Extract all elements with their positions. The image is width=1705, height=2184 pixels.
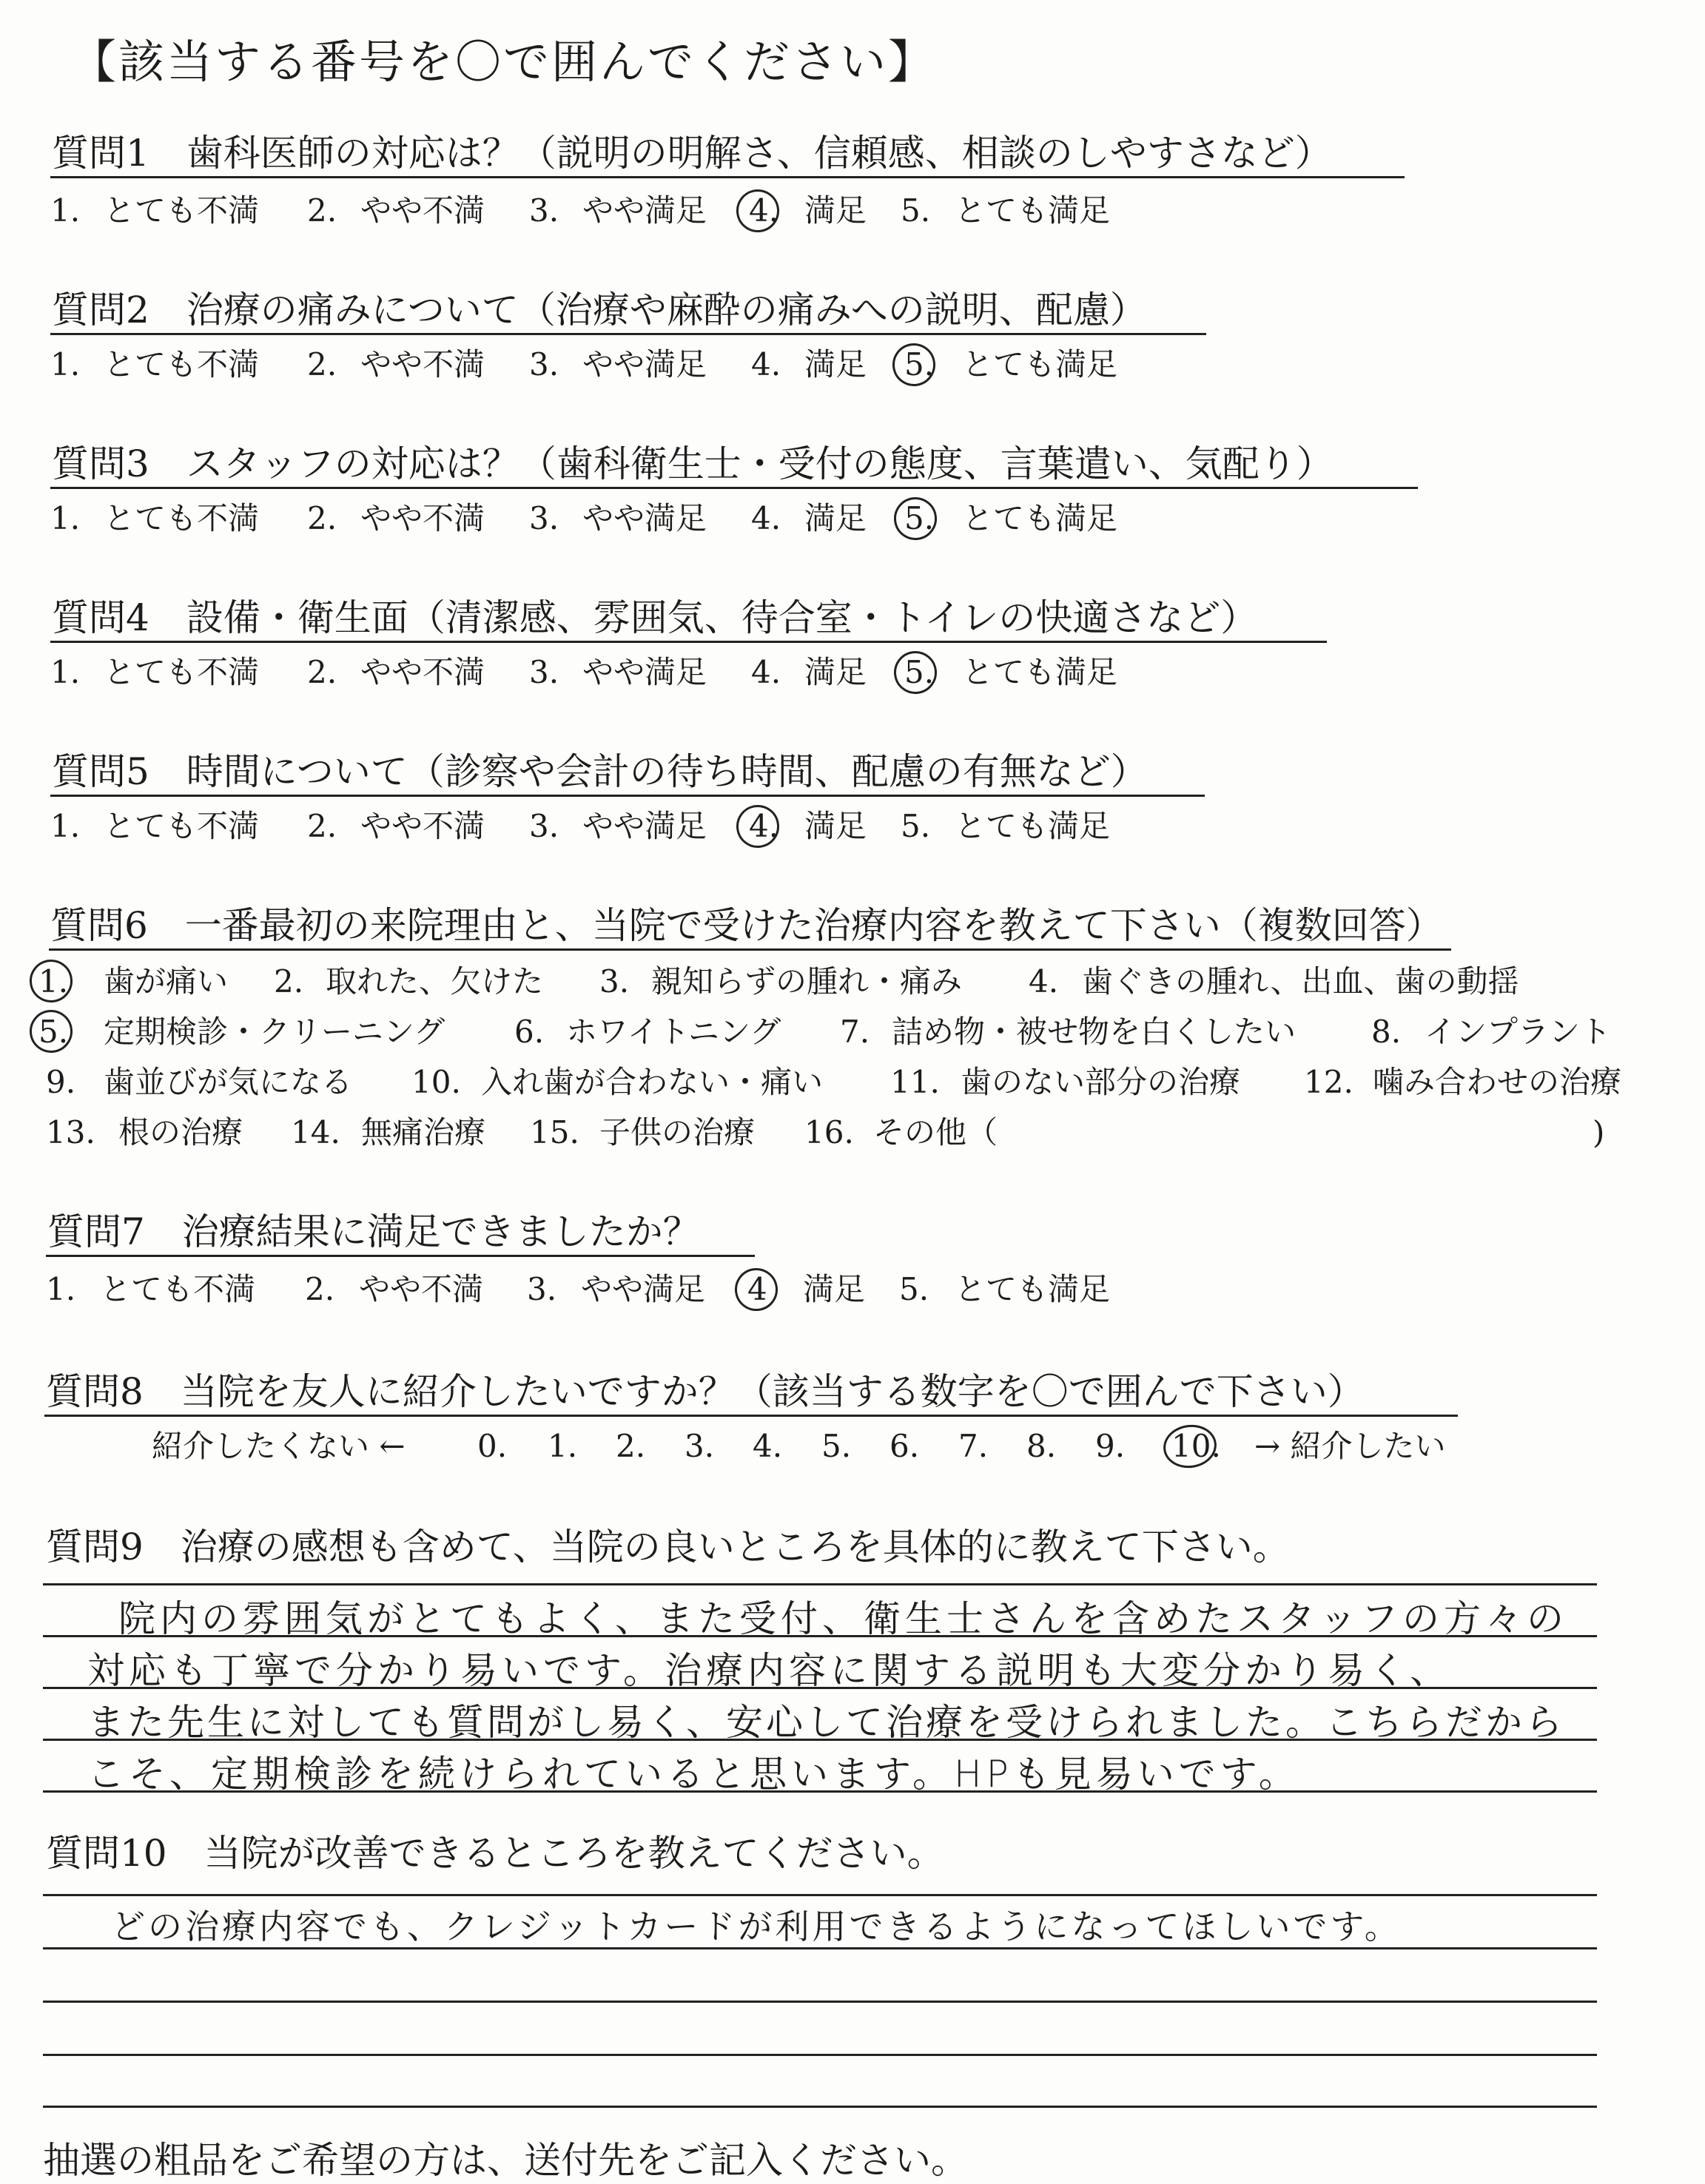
q5-option-5-number[interactable]: 5. <box>901 808 931 844</box>
q3-option-4-number[interactable]: 4. <box>751 500 781 536</box>
q5-title: 質問5 時間について（診察や会計の待ち時間、配慮の有無など） <box>52 750 1148 793</box>
q1-option-1-number[interactable]: 1. <box>50 192 81 229</box>
q7-option-2-number[interactable]: 2. <box>305 1271 335 1307</box>
q3-option-4-label[interactable]: 満足 <box>804 500 867 536</box>
q6-option-3-number[interactable]: 3. <box>599 963 630 1000</box>
q5-option-2-number[interactable]: 2. <box>307 808 337 844</box>
q5-option-3-label[interactable]: やや満足 <box>582 808 707 844</box>
q6-option-10-number[interactable]: 10. <box>411 1064 461 1100</box>
q4-option-5-label[interactable]: とても満足 <box>962 654 1118 690</box>
q4-option-2-number[interactable]: 2. <box>307 654 337 690</box>
q4-option-5-number[interactable]: 5. <box>904 654 935 690</box>
q7-option-1-number[interactable]: 1. <box>46 1271 76 1307</box>
q5-option-5-label[interactable]: とても満足 <box>955 808 1111 844</box>
q5-underline <box>50 795 1205 797</box>
q6-option-13-number[interactable]: 13. <box>46 1114 95 1150</box>
q7-option-5-label[interactable]: とても満足 <box>955 1271 1111 1307</box>
q7-option-4-label[interactable]: 満足 <box>803 1271 866 1307</box>
q5-option-3-number[interactable]: 3. <box>529 808 559 844</box>
q6-option-8-label[interactable]: インプラント <box>1425 1014 1612 1050</box>
q8-scale-1[interactable]: 1. <box>548 1428 578 1464</box>
q3-option-2-number[interactable]: 2. <box>307 500 337 536</box>
q2-option-3-label[interactable]: やや満足 <box>582 346 707 382</box>
q6-option-4-label[interactable]: 歯ぐきの腫れ、出血、歯の動揺 <box>1082 963 1519 1000</box>
q1-option-3-label[interactable]: やや満足 <box>582 192 707 229</box>
q1-option-5-label[interactable]: とても満足 <box>955 192 1111 229</box>
q6-option-5-label[interactable]: 定期検診・クリーニング <box>104 1014 445 1050</box>
q6-option-3-label[interactable]: 親知らずの腫れ・痛み <box>651 963 963 1000</box>
q3-option-1-number[interactable]: 1. <box>50 500 81 536</box>
q3-option-3-number[interactable]: 3. <box>529 500 559 536</box>
q2-title: 質問2 治療の痛みについて（治療や麻酔の痛みへの説明、配慮） <box>52 289 1147 331</box>
q5-option-4-label[interactable]: 満足 <box>804 808 867 844</box>
q2-underline <box>50 333 1206 335</box>
q6-other-close-paren: ) <box>1593 1114 1605 1150</box>
q4-title: 質問4 設備・衛生面（清潔感、雰囲気、待合室・トイレの快適さなど） <box>52 596 1258 639</box>
q9-answer-line-4: こそ、定期検診を続けられていると思います。HPも見易いです。 <box>87 1753 1300 1796</box>
q4-option-3-number[interactable]: 3. <box>529 654 559 690</box>
q1-title: 質問1 歯科医師の対応は？（説明の明解さ、信頼感、相談のしやすさなど） <box>52 132 1332 175</box>
q6-option-7-label[interactable]: 詰め物・被せ物を白くしたい <box>892 1014 1297 1050</box>
q1-option-4-number[interactable]: 4. <box>749 192 779 229</box>
q8-scale-9[interactable]: 9. <box>1095 1428 1126 1464</box>
q6-option-13-label[interactable]: 根の治療 <box>118 1114 243 1150</box>
q6-option-16-label[interactable]: その他（ <box>873 1114 998 1150</box>
q6-option-1-label[interactable]: 歯が痛い <box>104 963 229 1000</box>
q6-option-15-number[interactable]: 15. <box>530 1114 579 1150</box>
q6-option-12-number[interactable]: 12. <box>1304 1064 1353 1100</box>
q10-writing-line-1 <box>43 1894 1597 1896</box>
page-title: 【該当する番号を〇で囲んでください】 <box>70 35 937 89</box>
q6-option-14-label[interactable]: 無痛治療 <box>361 1114 486 1150</box>
q1-option-5-number[interactable]: 5. <box>901 192 931 229</box>
q7-title: 質問7 治療結果に満足できましたか？ <box>47 1210 700 1253</box>
q6-option-10-label[interactable]: 入れ歯が合わない・痛い <box>481 1064 824 1100</box>
q1-option-2-number[interactable]: 2. <box>307 192 337 229</box>
q8-underline <box>44 1415 1458 1417</box>
q8-scale-0[interactable]: 0. <box>477 1428 508 1464</box>
q2-option-1-number[interactable]: 1. <box>50 346 81 382</box>
q3-option-5-label[interactable]: とても満足 <box>962 500 1118 536</box>
q3-title: 質問3 スタッフの対応は？（歯科衛生士・受付の態度、言葉遣い、気配り） <box>52 442 1334 485</box>
q6-option-6-label[interactable]: ホワイトニング <box>566 1014 781 1050</box>
q2-option-2-label[interactable]: やや不満 <box>360 346 485 382</box>
q3-option-3-label[interactable]: やや満足 <box>582 500 707 536</box>
q10-writing-line-5 <box>43 2106 1597 2108</box>
q9-answer-line-3: また先生に対しても質問がし易く、安心して治療を受けられました。こちらだから <box>87 1701 1565 1744</box>
q9-title: 質問9 治療の感想も含めて、当院の良いところを具体的に教えて下さい。 <box>46 1526 1290 1568</box>
q8-scale-5[interactable]: 5. <box>821 1428 852 1464</box>
q6-option-2-label[interactable]: 取れた、欠けた <box>326 963 544 1000</box>
q1-option-3-number[interactable]: 3. <box>529 192 559 229</box>
q8-title: 質問8 当院を友人に紹介したいですか？（該当する数字を〇で囲んで下さい） <box>46 1370 1365 1413</box>
q6-option-9-number[interactable]: 9. <box>46 1064 76 1100</box>
q6-option-15-label[interactable]: 子供の治療 <box>599 1114 756 1150</box>
q1-option-2-label[interactable]: やや不満 <box>360 192 485 229</box>
q9-writing-line-1 <box>43 1583 1597 1585</box>
q6-option-8-number[interactable]: 8. <box>1371 1014 1402 1050</box>
q8-right-label: → 紹介したい <box>1254 1428 1446 1464</box>
q2-option-4-label[interactable]: 満足 <box>804 346 867 382</box>
q6-option-2-number[interactable]: 2. <box>274 963 304 1000</box>
q8-scale-7[interactable]: 7. <box>958 1428 989 1464</box>
q7-option-1-label[interactable]: とても不満 <box>100 1271 256 1307</box>
q2-option-5-number[interactable]: 5. <box>904 346 935 382</box>
q2-option-5-label[interactable]: とても満足 <box>962 346 1118 382</box>
q2-option-1-label[interactable]: とても不満 <box>104 346 260 382</box>
q9-answer-line-1: 院内の雰囲気がとてもよく、また受付、衛生士さんを含めたスタッフの方々の <box>118 1597 1568 1640</box>
q3-option-2-label[interactable]: やや不満 <box>360 500 485 536</box>
q5-option-1-label[interactable]: とても不満 <box>104 808 260 844</box>
q7-selection-circle <box>732 1265 781 1314</box>
q10-title: 質問10 当院が改善できるところを教えてください。 <box>46 1832 944 1875</box>
q8-scale-10[interactable]: 10. <box>1171 1428 1221 1464</box>
q6-option-6-number[interactable]: 6. <box>514 1014 545 1050</box>
q7-option-3-number[interactable]: 3. <box>527 1271 557 1307</box>
q4-option-4-number[interactable]: 4. <box>751 654 781 690</box>
q8-scale-6[interactable]: 6. <box>890 1428 920 1464</box>
q6-option-12-label[interactable]: 噛み合わせの治療 <box>1373 1064 1622 1100</box>
q7-underline <box>46 1255 755 1257</box>
q6-option-11-number[interactable]: 11. <box>890 1064 940 1100</box>
q5-option-1-number[interactable]: 1. <box>50 808 81 844</box>
q4-option-4-label[interactable]: 満足 <box>804 654 867 690</box>
q8-scale-4[interactable]: 4. <box>753 1428 783 1464</box>
q5-option-2-label[interactable]: やや不満 <box>360 808 485 844</box>
q5-option-4-number[interactable]: 4. <box>749 808 779 844</box>
q1-underline <box>50 176 1405 178</box>
q8-scale-3[interactable]: 3. <box>685 1428 715 1464</box>
q3-option-5-number[interactable]: 5. <box>904 500 935 536</box>
q6-title: 質問6 一番最初の来院理由と、当院で受けた治療内容を教えて下さい（複数回答） <box>50 904 1443 947</box>
q7-option-3-label[interactable]: やや満足 <box>581 1271 706 1307</box>
q7-option-5-number[interactable]: 5. <box>899 1271 929 1307</box>
q7-option-2-label[interactable]: やや不満 <box>359 1271 484 1307</box>
q2-option-4-number[interactable]: 4. <box>751 346 781 382</box>
q6-option-7-number[interactable]: 7. <box>840 1014 870 1050</box>
q10-writing-line-4 <box>43 2054 1597 2056</box>
q6-option-9-label[interactable]: 歯並びが気になる <box>104 1064 353 1100</box>
q6-underline <box>49 948 1451 951</box>
q3-option-1-label[interactable]: とても不満 <box>104 500 260 536</box>
q6-option-11-label[interactable]: 歯のない部分の治療 <box>961 1064 1241 1100</box>
q1-option-1-label[interactable]: とても不満 <box>104 192 260 229</box>
q2-option-3-number[interactable]: 3. <box>529 346 559 382</box>
q9-answer-line-2: 対応も丁寧で分かり易いです。治療内容に関する説明も大変分かり易く、 <box>87 1649 1451 1692</box>
q2-option-2-number[interactable]: 2. <box>307 346 337 382</box>
q6-option-4-number[interactable]: 4. <box>1029 963 1059 1000</box>
footer-note: 抽選の粗品をご希望の方は、送付先をご記入ください。 <box>43 2139 968 2182</box>
q10-answer-line-1: どの治療内容でも、クレジットカードが利用できるようになってほしいです。 <box>111 1907 1402 1947</box>
q4-option-1-label[interactable]: とても不満 <box>104 654 260 690</box>
q1-option-4-label[interactable]: 満足 <box>804 192 867 229</box>
q8-scale-8[interactable]: 8. <box>1026 1428 1057 1464</box>
q3-underline <box>50 487 1418 489</box>
q10-writing-line-3 <box>43 2001 1597 2003</box>
q7-option-4-number[interactable]: 4 <box>747 1271 767 1307</box>
q8-left-label: 紹介したくない ← <box>152 1428 406 1464</box>
q4-underline <box>50 641 1327 643</box>
q6-option-14-number[interactable]: 14. <box>291 1114 340 1150</box>
q6-option-5-number[interactable]: 5. <box>38 1014 69 1050</box>
q8-scale-2[interactable]: 2. <box>616 1428 646 1464</box>
q4-option-2-label[interactable]: やや不満 <box>360 654 485 690</box>
q4-option-3-label[interactable]: やや満足 <box>582 654 707 690</box>
q6-option-1-number[interactable]: 1. <box>38 963 69 1000</box>
q4-option-1-number[interactable]: 1. <box>50 654 81 690</box>
q6-option-16-number[interactable]: 16. <box>804 1114 854 1150</box>
